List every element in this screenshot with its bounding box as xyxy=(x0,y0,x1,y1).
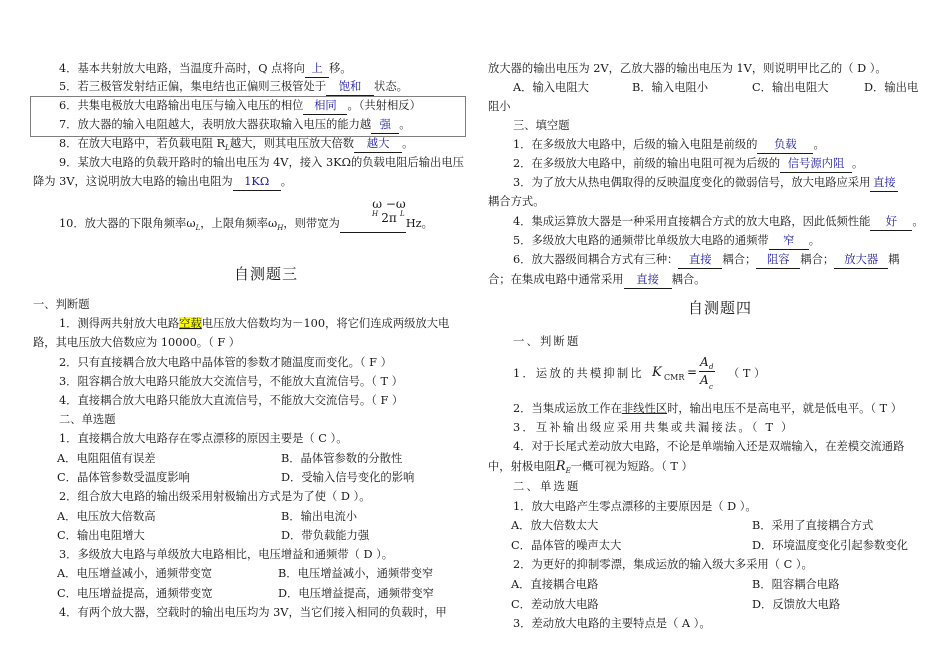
judge4-3: 3．互补输出级应采用共集或共漏接法。（ T ） xyxy=(513,421,795,434)
bandwidth-formula: ω −ω H L 2π xyxy=(372,197,406,225)
judge4-2: 2．当集成运放工作在非线性区时，输出电压不是高电平，就是低电平。（ T ） xyxy=(513,402,903,415)
choice-3-c: C．电压增益提高，通频带变宽 xyxy=(57,587,213,600)
choice-4-b: B．输入电阻小 xyxy=(632,81,709,94)
choice-4-d: D．输出电 xyxy=(864,81,919,94)
fill-q5: 5．若三极管发射结正偏，集电结也正偏则三极管处于 饱和 状态。 xyxy=(59,79,408,96)
choice4-2-c: C．差动放大电路 xyxy=(511,598,599,611)
fill-q7: 7．放大器的输入电阻越大，表明放大器获取输入电压的能力越 强 。 xyxy=(59,117,411,134)
fill-q6: 6．共集电极放大电路输出电压与输入电压的相位 相同 。（共射相反） xyxy=(59,98,421,115)
choice4-2-a: A．直接耦合电路 xyxy=(511,578,599,591)
fill-q9-line1: 9．某放大电路的负载开路时的输出电压为 4V，接入 3KΩ的负载电阻后输出电压 xyxy=(59,156,464,169)
judge-4: 4．直接耦合放大电路只能放大直流信号，不能放大交流信号。（ F ） xyxy=(59,394,404,407)
choice-3-d: D．电压增益提高，通频带变窄 xyxy=(278,587,434,600)
choice4-2-b: B．阻容耦合电路 xyxy=(752,578,840,591)
judge-1-line1: 1．测得两共射放大电路空载电压放大倍数均为－100，将它们连成两级放大电 xyxy=(59,317,450,330)
choice-3: 3．多级放大电路与单级放大电路相比，电压增益和通频带（ D ）。 xyxy=(59,548,394,561)
judge4-1: 1．运放的共模抑制比 xyxy=(513,367,644,380)
fill-heading: 三、填空题 xyxy=(513,119,570,132)
choice4-1-d: D．环境温度变化引起参数变化 xyxy=(752,539,908,552)
choice4-1-c: C．晶体管的噪声太大 xyxy=(511,539,622,552)
choice-4-a: A．输入电阻大 xyxy=(513,81,589,94)
fill-q8: 8．在放大电路中，若负载电阻 $R_L$越大，则其电压放大倍数 越大 。 xyxy=(59,137,414,152)
section-title-4: 自测题四 xyxy=(688,299,753,317)
choice4-1-a: A．放大倍数太大 xyxy=(511,519,599,532)
choice-1-c: C．晶体管参数受温度影响 xyxy=(57,471,190,484)
choice4-1: 1．放大电路产生零点漂移的主要原因是（ D ）。 xyxy=(513,500,757,513)
cmrr-formula: K CMR = A d A c xyxy=(652,355,714,391)
choice4-heading: 二、单选题 xyxy=(513,480,581,493)
choice4-2-d: D．反馈放大电路 xyxy=(752,598,841,611)
choice-4-c: C．输出电阻大 xyxy=(752,81,829,94)
fill-r6-line1: 6．放大器级间耦合方式有三种： 直接 耦合； 阻容 耦合； 放大器 耦 xyxy=(513,252,899,269)
judge-1-line2: 路，其电压放大倍数应为 10000。（ F ） xyxy=(33,336,241,349)
choice-4-cont: 放大器的输出电压为 2V，乙放大器的输出电压为 1V，则说明甲比乙的（ D ）。 xyxy=(488,62,887,75)
choice4-1-b: B．采用了直接耦合方式 xyxy=(752,519,874,532)
choice-2-a: A．电压放大倍数高 xyxy=(57,510,156,523)
choice-4: 4．有两个放大器，空载时的输出电压均为 3V，当它们接入相同的负载时，甲 xyxy=(59,606,447,619)
choice4-3: 3．差动放大电路的主要特点是（ A ）。 xyxy=(513,617,711,630)
judge4-heading: 一、判断题 xyxy=(513,335,581,348)
fill-r1: 1．在多级放大电路中，后级的输入电阻是前级的 负载 。 xyxy=(513,137,825,154)
choice-1-a: A．电阻阻值有误差 xyxy=(57,452,156,465)
choice-2-b: B．输出电流小 xyxy=(281,510,358,523)
fill-q4: 4．基本共射放大电路，当温度升高时，Q 点将向 上 移。 xyxy=(59,61,352,78)
fill-r6-line2: 合；在集成电路中通常采用 直接 耦合。 xyxy=(488,272,705,289)
choice-3-a: A．电压增益减小，通频带变宽 xyxy=(57,567,213,580)
section-title-3: 自测题三 xyxy=(234,265,299,283)
judge4-4-line1: 4．对于长尾式差动放大电路，不论是单端输入还是双端输入，在差模交流通路 xyxy=(513,440,905,453)
judge4-4-line2: 中，射极电阻$R_E$一概可视为短路。（ T ） xyxy=(488,459,693,475)
choice-2-c: C．输出电阻增大 xyxy=(57,529,145,542)
fill-r3-line1: 3．为了放大从热电偶取得的反映温度变化的微弱信号，放大电路应采用 直接 xyxy=(513,175,898,192)
judge-3: 3．阻容耦合放大电路只能放大交流信号，不能放大直流信号。（ T ） xyxy=(59,375,403,388)
fill-r3-line2: 耦合方式。 xyxy=(488,195,545,208)
choice-1-b: B．晶体管参数的分散性 xyxy=(281,452,403,465)
choice-2-d: D．带负载能力强 xyxy=(281,529,370,542)
fill-r2: 2．在多级放大电路中，前级的输出电阻可视为后级的 信号源内阻 。 xyxy=(513,156,863,173)
fill-q10: 10．放大器的下限角频率$\omega_L$，上限角频率$\omega_H$，则带宽为 Hz。 xyxy=(59,217,433,232)
judge4-1-answer: （ T ） xyxy=(728,367,766,380)
fill-r4: 4．集成运算放大器是一种采用直接耦合方式的放大电路，因此低频性能 好 。 xyxy=(513,214,924,231)
choice-3-b: B．电压增益减小，通频带变窄 xyxy=(278,567,434,580)
choice-2: 2．组合放大电路的输出级采用射极输出方式是为了使（ D ）。 xyxy=(59,490,371,503)
choice-heading: 二、单选题 xyxy=(59,413,116,426)
judge-heading: 一、判断题 xyxy=(33,298,90,311)
judge-2: 2．只有直接耦合放大电路中晶体管的参数才随温度而变化。（ F ） xyxy=(59,356,392,369)
choice-1: 1．直接耦合放大电路存在零点漂移的原因主要是（ C ）。 xyxy=(59,432,348,445)
fill-r5: 5．多级放大电路的通频带比单级放大电路的通频带 窄 。 xyxy=(513,233,820,250)
choice4-2: 2．为更好的抑制零漂，集成运放的输入级大多采用（ C ）。 xyxy=(513,558,813,571)
choice-1-d: D．受输入信号变化的影响 xyxy=(281,471,415,484)
choice-4-d-cont: 阻小 xyxy=(488,100,511,113)
fill-q9-line2: 降为 3V，这说明放大电路的输出电阻为 1KΩ 。 xyxy=(33,174,292,191)
